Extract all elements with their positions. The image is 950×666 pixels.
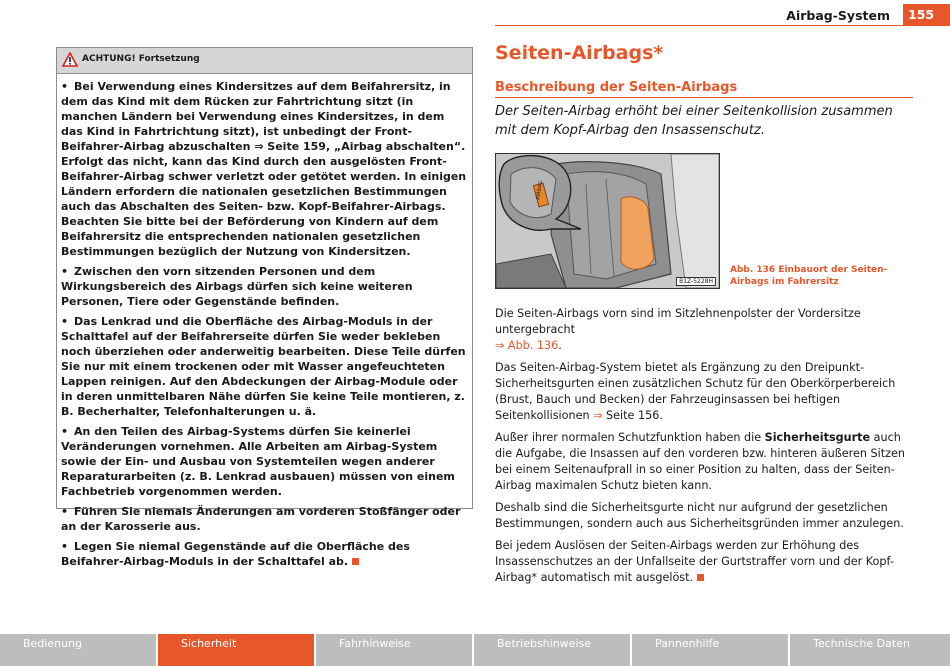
end-marker-icon <box>697 574 704 581</box>
section-title: Seiten-Airbags* <box>495 42 664 64</box>
tab-sicherheit[interactable]: Sicherheit <box>158 634 316 666</box>
figure-side-airbag <box>495 153 720 289</box>
warning-header <box>57 48 472 74</box>
end-marker-icon <box>352 558 359 565</box>
warning-item: • Bei Verwendung eines Kindersitzes auf dem Beifahrersitz, in dem das Kind mit dem Rücken zur Fahrtrichtung sitzt (in manchen Ländern bei Verwendung eines Kindersitzes, in dem das Kind in Fahrtrichtung sitzt), ist unbedingt der Front-Beifahrer-Airbag abzuschalten ⇒ Seite 159, „Airbag abschalten“. Erfolgt das nicht, kann das Kind durch den ausgelösten Front-Beifahrer-Airbag schwer verletzt oder getötet werden. In einigen Ländern erfordern die nationalen gesetzlichen Bestimmungen auch das Abschalten des Seiten- bzw. Kopf-Beifahrer-Airbags. Beachten Sie bitte bei der Beförderung von Kindern auf dem Beifahrersitz die entsprechenden nationalen gesetzlichen Bestimmungen bezüglich der Nutzung von Kindersitzen. <box>61 80 467 258</box>
paragraph: Bei jedem Auslösen der Seiten-Airbags werden zur Erhöhung des Insassenschutzes an der Unfallseite der Gurtstraffer vorn und der Kopf-Airbag* automatisch mit ausgelöst. <box>495 539 894 584</box>
warning-triangle-icon <box>62 52 78 67</box>
header-rule <box>495 25 950 26</box>
warning-label: ACHTUNG! Fortsetzung <box>82 54 200 64</box>
tab-fahrhinweise[interactable]: Fahrhinweise <box>316 634 474 666</box>
bullet-icon: • <box>61 505 69 518</box>
tab-pannenhilfe[interactable]: Pannenhilfe <box>632 634 790 666</box>
figure-caption: Abb. 136 Einbauort der Seiten-Airbags im Fahrersitz <box>730 265 888 287</box>
bullet-icon: • <box>61 80 69 93</box>
bullet-icon: • <box>61 425 69 438</box>
arrow-icon: ⇒ <box>254 140 264 153</box>
bullet-icon: • <box>61 265 69 278</box>
warning-item: • Zwischen den vorn sitzenden Personen und dem Wirkungsbereich des Airbags dürfen sich keine weiteren Personen, Tiere oder Gegenstände befinden. <box>61 265 413 308</box>
subsection-title: Beschreibung der Seiten-Airbags <box>495 80 738 95</box>
warning-item: • Das Lenkrad und die Oberfläche des Airbag-Moduls in der Schalttafel auf der Beifahrerseite dürfen Sie weder bekleben noch überziehen oder anderweitig bearbeiten. Diese Teile dürfen Sie nur mit einem trockenen oder mit Wasser angefeuchteten Lappen reinigen. Auf den Abdeckungen der Airbag-Module oder in deren unmittelbaren Nähe dürfen Sie keine Teile montieren, z. B. Becherhalter, Telefonhalterungen u. ä. <box>61 315 466 418</box>
warning-box <box>56 47 473 568</box>
warning-item: • An den Teilen des Airbag-Systems dürfen Sie keinerlei Veränderungen vornehmen. Alle Arbeiten am Airbag-System sowie der Ein- und Ausbau von Systemteilen wegen anderer Reparaturarbeiten (z. B. Lenkrad ausbauen) müssen von einem Fachbetrieb vorgenommen werden. <box>61 425 455 498</box>
warning-body <box>57 74 472 569</box>
figure-reference-link[interactable]: ⇒ Abb. 136 <box>495 339 559 352</box>
tab-technische-daten[interactable]: Technische Daten <box>790 634 950 666</box>
subsection-rule <box>495 97 913 98</box>
figure-code: B1Z-5228H <box>676 277 716 286</box>
intro-text: Der Seiten-Airbag erhöht bei einer Seitenkollision zusammen mit dem Kopf-Airbag den Insassenschutz. <box>495 104 893 138</box>
page-number: 155 <box>903 4 950 26</box>
body-text <box>495 306 915 592</box>
bullet-icon: • <box>61 540 69 553</box>
paragraph: Die Seiten-Airbags vorn sind im Sitzlehnenpolster der Vordersitze untergebracht ⇒ Abb. 136. <box>495 307 861 352</box>
arrow-icon: ⇒ <box>593 409 603 422</box>
bullet-icon: • <box>61 315 69 328</box>
paragraph: Deshalb sind die Sicherheitsgurte nicht nur aufgrund der gesetzlichen Bestimmungen, sondern auch aus Sicherheitsgründen immer anzulegen. <box>495 501 904 530</box>
warning-item: • Legen Sie niemal Gegenstände auf die Oberfläche des Beifahrer-Airbag-Moduls in der Schalttafel ab. <box>61 540 410 568</box>
paragraph: Außer ihrer normalen Schutzfunktion haben die Sicherheitsgurte auch die Aufgabe, die Insassen auf den vorderen bzw. hinteren äußeren Sitzen bei einem Seitenaufprall in so einer Position zu halten, dass der Seiten-Airbag maximalen Schutz bieten kann. <box>495 431 905 492</box>
warning-item: • Führen Sie niemals Änderungen am vorderen Stoßfänger oder an der Karosserie aus. <box>61 505 461 533</box>
chapter-title: Airbag-System <box>786 8 890 23</box>
tab-bedienung[interactable]: Bedienung <box>0 634 158 666</box>
svg-text:AIRBAG: AIRBAG <box>535 180 545 201</box>
paragraph: Das Seiten-Airbag-System bietet als Ergänzung zu den Dreipunkt-Sicherheitsgurten einen zusätzlichen Schutz für den Oberkörperbereich (Brust, Bauch und Becken) der Fahrzeuginsassen bei heftigen Seitenkollisionen ⇒ Seite 156. <box>495 361 896 422</box>
footer-tabs <box>0 634 950 666</box>
seat-airbag-illustration <box>496 154 719 288</box>
tab-betriebshinweise[interactable]: Betriebshinweise <box>474 634 632 666</box>
